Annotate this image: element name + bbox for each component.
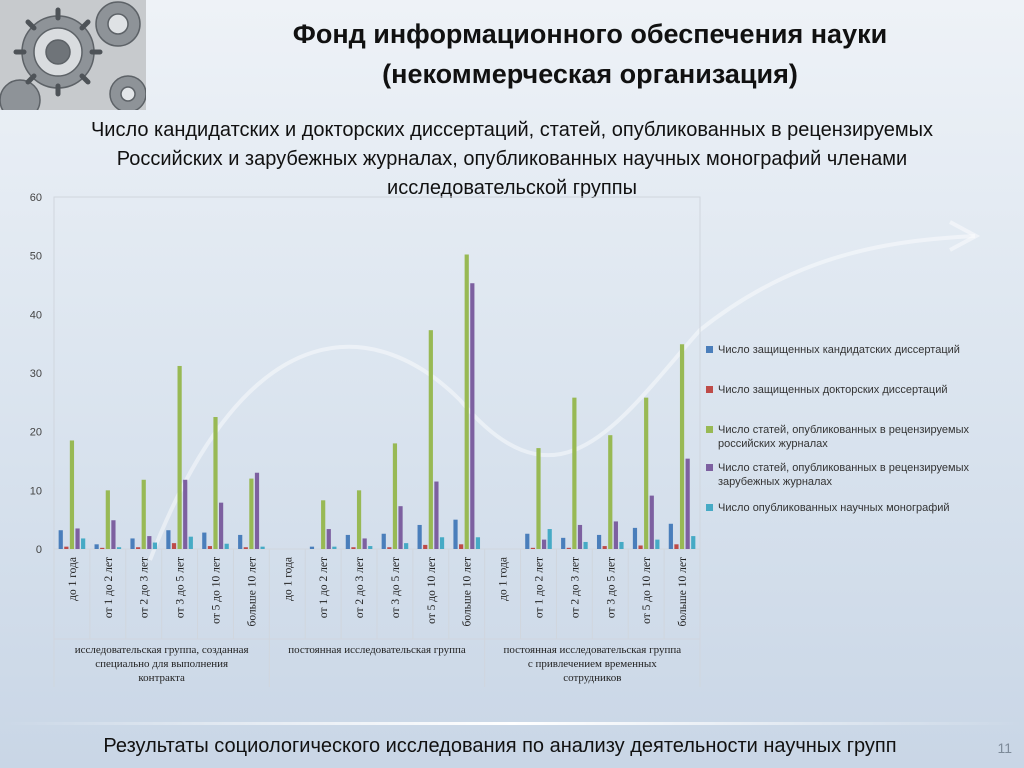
category-label: от 2 до 3 лет: [138, 557, 151, 619]
page-number: 11: [997, 740, 1012, 756]
bar: [548, 529, 552, 549]
category-label: от 2 до 3 лет: [354, 557, 367, 619]
plot-area: [54, 197, 700, 549]
group-label: постоянная исследовательская группа: [503, 644, 682, 656]
bar: [249, 479, 253, 549]
legend-label: Число защищенных докторских диссертаций: [718, 384, 948, 396]
bar: [578, 525, 582, 549]
group-label: контракта: [138, 672, 185, 684]
title-line-1: Фонд информационного обеспечения науки: [292, 19, 888, 49]
bar: [255, 473, 259, 549]
legend-label: российских журналах: [718, 438, 828, 450]
category-label: от 3 до 5 лет: [389, 557, 402, 619]
y-tick-label: 0: [35, 544, 42, 556]
bar: [244, 547, 248, 549]
legend-item: [706, 461, 1008, 489]
category-label: от 1 до 2 лет: [318, 557, 331, 619]
category-label: от 1 до 2 лет: [102, 557, 115, 619]
bar: [189, 537, 193, 549]
bar: [202, 533, 206, 549]
bar: [59, 530, 63, 549]
bar: [332, 547, 336, 549]
category-label: от 3 до 5 лет: [174, 557, 187, 619]
bar: [603, 546, 607, 549]
bar: [238, 535, 242, 549]
bar: [567, 548, 571, 549]
bar: [393, 443, 397, 549]
category-label: больше 10 лет: [461, 557, 474, 627]
y-tick-label: 10: [29, 485, 42, 498]
category-label: до 1 года: [282, 557, 295, 601]
bar: [418, 525, 422, 549]
legend-label: Число защищенных кандидатских диссертаций: [718, 344, 960, 356]
bar: [453, 520, 457, 549]
bar: [178, 366, 182, 549]
bar: [608, 435, 612, 549]
category-label: от 3 до 5 лет: [605, 557, 618, 619]
bar: [142, 480, 146, 549]
bar: [172, 543, 176, 549]
bar: [219, 503, 223, 549]
category-label: от 5 до 10 лет: [641, 557, 654, 624]
bar: [363, 538, 367, 549]
legend-item: [706, 343, 1008, 357]
legend-label: Число статей, опубликованных в рецензируемых: [718, 424, 969, 436]
category-label: до 1 года: [66, 557, 79, 601]
subtitle-line-1: Число кандидатских и докторских диссертаций, статей, опубликованных в рецензируемых: [90, 119, 934, 141]
bar: [327, 529, 331, 549]
group-label: исследовательская группа, созданная: [74, 644, 249, 656]
bar: [536, 448, 540, 549]
category-label: от 5 до 10 лет: [425, 557, 438, 624]
legend-item: [706, 383, 1008, 397]
legend-swatch: [706, 426, 713, 433]
bar: [680, 344, 684, 549]
bar: [423, 545, 427, 549]
bar: [525, 534, 529, 549]
footer-text: Результаты социологического исследования по анализу деятельности научных групп: [103, 735, 897, 757]
category-label: до 1 года: [497, 557, 510, 601]
group-label: сотрудников: [563, 672, 622, 684]
y-tick-label: 20: [29, 426, 42, 439]
bar: [75, 528, 79, 549]
bar: [213, 417, 217, 549]
bar: [434, 482, 438, 549]
bar: [691, 536, 695, 549]
bar: [404, 543, 408, 549]
bar-chart-svg: [18, 185, 702, 688]
bar: [368, 546, 372, 549]
legend-swatch: [706, 346, 713, 353]
bar: [614, 521, 618, 549]
bar: [674, 544, 678, 549]
bar: [208, 546, 212, 549]
legend-swatch: [706, 386, 713, 393]
bar: [225, 544, 229, 549]
slide-title: [160, 14, 1020, 94]
category-label: от 2 до 3 лет: [569, 557, 582, 619]
bar: [130, 538, 134, 549]
legend-swatch: [706, 504, 713, 511]
bar: [440, 537, 444, 549]
y-tick-label: 50: [29, 250, 42, 263]
group-label: специально для выполнения: [95, 658, 229, 670]
bar: [669, 524, 673, 549]
legend-label: Число статей, опубликованных в рецензируемых: [718, 462, 969, 474]
bar: [70, 440, 74, 549]
legend-label: Число опубликованных научных монографий: [718, 502, 950, 514]
bar: [644, 398, 648, 549]
bar: [531, 548, 535, 549]
bar-chart: [18, 185, 702, 688]
subtitle-line-3: исследовательской группы: [387, 177, 637, 199]
bar: [64, 547, 68, 549]
bar: [106, 490, 110, 549]
y-tick-label: 60: [29, 192, 42, 204]
bar: [387, 547, 391, 549]
bar: [619, 542, 623, 549]
bar: [382, 534, 386, 549]
bar: [310, 547, 314, 549]
bar: [183, 480, 187, 549]
bar: [638, 545, 642, 549]
bar: [111, 520, 115, 549]
bar: [470, 283, 474, 549]
legend-item: [706, 501, 1008, 515]
bar: [398, 506, 402, 549]
bar: [147, 536, 151, 549]
y-tick-label: 40: [29, 309, 42, 322]
bar: [136, 547, 140, 549]
bar: [260, 547, 264, 549]
bar: [542, 540, 546, 549]
title-line-2: (некоммерческая организация): [382, 59, 798, 89]
category-label: от 1 до 2 лет: [533, 557, 546, 619]
bar: [650, 496, 654, 549]
bar: [561, 538, 565, 549]
bar: [321, 500, 325, 549]
legend-swatch: [706, 464, 713, 471]
bar: [686, 459, 690, 549]
bar: [351, 547, 355, 549]
y-tick-label: 30: [29, 368, 42, 380]
category-label: больше 10 лет: [677, 557, 690, 627]
bar: [95, 544, 99, 549]
bar: [166, 530, 170, 549]
bar: [153, 543, 157, 549]
bar: [476, 537, 480, 549]
bar: [597, 535, 601, 549]
group-label: с привлечением временных: [527, 658, 657, 670]
footer-divider: [0, 722, 1024, 725]
bar: [117, 547, 121, 549]
bar: [633, 528, 637, 549]
bar: [429, 330, 433, 549]
bar: [583, 542, 587, 549]
bar: [465, 254, 469, 549]
legend-item: [706, 423, 1008, 451]
bar: [572, 398, 576, 549]
category-label: от 5 до 10 лет: [210, 557, 223, 624]
gears-logo-image: [0, 0, 146, 110]
subtitle-line-2: Российских и зарубежных журналах, опубликованных научных монографий членами: [116, 148, 908, 170]
legend-label: зарубежных журналах: [718, 476, 833, 488]
group-label: постоянная исследовательская группа: [288, 644, 466, 656]
bar: [459, 544, 463, 549]
bar: [81, 538, 85, 549]
bar: [100, 548, 104, 549]
category-label: больше 10 лет: [246, 557, 259, 627]
bar: [357, 490, 361, 549]
bar: [346, 535, 350, 549]
bar: [655, 540, 659, 549]
